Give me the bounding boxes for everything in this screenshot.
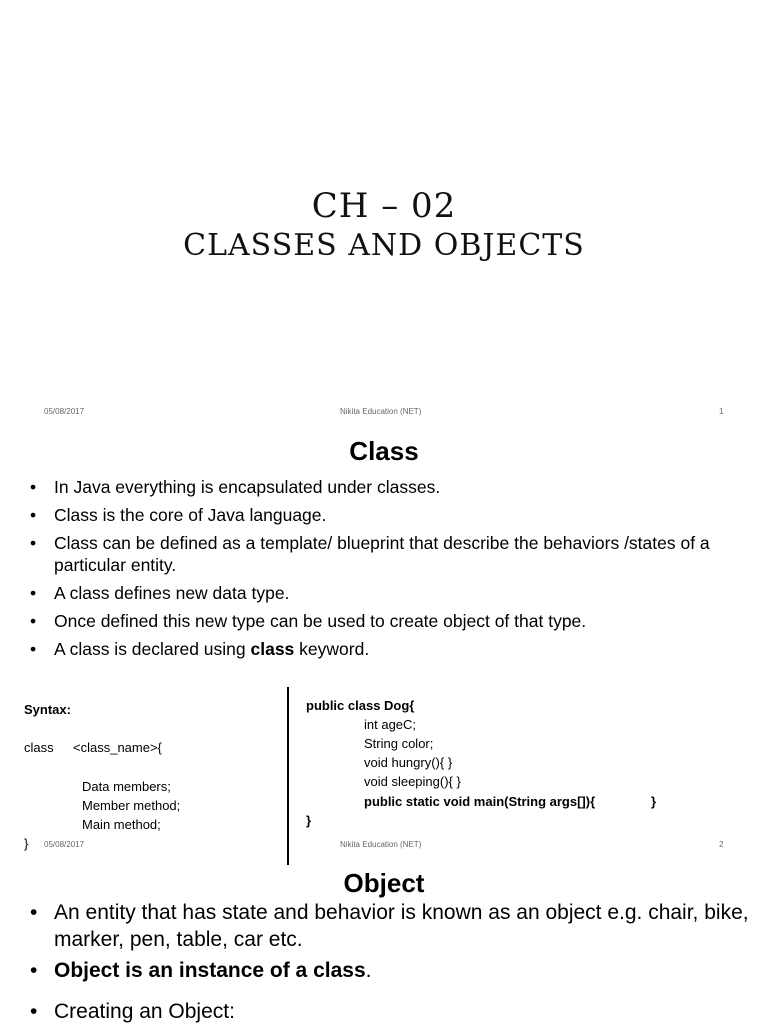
- list-item: • Once defined this new type can be used to create object of that type.: [24, 610, 754, 632]
- footer-org: Nikita Education (NET): [340, 407, 422, 416]
- example-closing-brace: }: [306, 813, 312, 828]
- list-item: • Creating an Object:: [24, 998, 754, 1025]
- example-line: void sleeping(){ }: [364, 774, 461, 789]
- object-bullet-list: [24, 899, 754, 1029]
- syntax-member: Member method;: [82, 798, 181, 813]
- syntax-member: Main method;: [82, 817, 161, 832]
- example-main-method: public static void main(String args[]){: [364, 794, 596, 809]
- chapter-title: CLASSES AND OBJECTS: [183, 228, 585, 263]
- example-main-close: }: [651, 794, 657, 809]
- syntax-label: Syntax:: [24, 702, 71, 717]
- footer-org: Nikita Education (NET): [340, 840, 422, 849]
- syntax-class-keyword: class: [24, 740, 54, 755]
- list-item: • An entity that has state and behavior is known as an object e.g. chair, bike, marker, pen, table, car etc.: [24, 899, 754, 953]
- list-item: • Class is the core of Java language.: [24, 504, 754, 526]
- example-line: void hungry(){ }: [364, 755, 453, 770]
- slide-heading-object: Object: [343, 868, 425, 898]
- list-item: • Class can be defined as a template/ blueprint that describe the behaviors /states of a particular entity.: [24, 532, 754, 576]
- syntax-member: Data members;: [82, 779, 171, 794]
- class-keyword: class: [250, 639, 295, 659]
- list-item: [24, 957, 754, 984]
- chapter-number: CH – 02: [311, 186, 457, 226]
- example-line: int ageC;: [364, 717, 417, 732]
- footer-page: 2: [719, 840, 724, 849]
- slide-heading-class: Class: [349, 436, 419, 466]
- bullet-text: .: [365, 959, 372, 982]
- bold-definition: Object is an instance of a class: [54, 959, 366, 982]
- bullet-text: A class is declared using: [54, 639, 251, 659]
- example-line: String color;: [364, 736, 434, 751]
- list-item: • In Java everything is encapsulated under classes.: [24, 476, 754, 498]
- class-bullet-list: [24, 476, 754, 666]
- example-class-header: public class Dog{: [306, 698, 415, 713]
- syntax-closing-brace: }: [24, 836, 29, 851]
- bullet-text: keyword.: [294, 639, 370, 659]
- footer-date: 05/08/2017: [44, 407, 85, 416]
- syntax-class-decl: <class_name>{: [73, 740, 162, 755]
- footer-page: 1: [719, 407, 724, 416]
- list-item: • A class defines new data type.: [24, 582, 754, 604]
- list-item: [24, 638, 754, 660]
- footer-date: 05/08/2017: [44, 840, 85, 849]
- vertical-divider: [287, 687, 289, 865]
